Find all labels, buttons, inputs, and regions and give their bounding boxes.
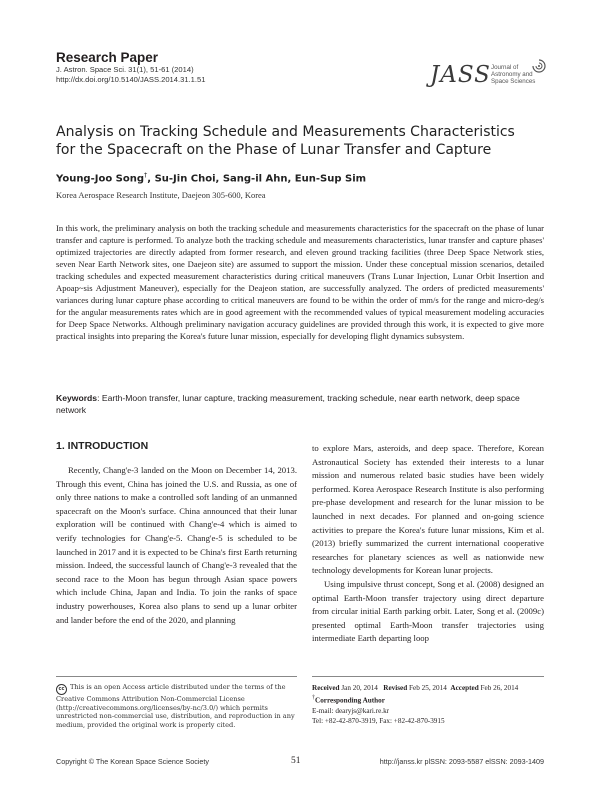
license-text: This is an open Access article distributed under the terms of the Creative Commons Attribution Non-Commercial License (http://creativecommons.org/licenses/by-nc/3.0/) which permits unrestricted non-commercial use, distribution, and reproduction in any medium, provided the original work is properly cited. — [56, 683, 295, 729]
paragraph: to explore Mars, asteroids, and deep space. Therefore, Korean Astronautical Society has extended their interests to a lunar mission and numerous related basic studies have been widely performed. Korea Aerospace Research Institute is also performing pre-phase development and research for the lunar mission to be launched in next decades. For planned and on-going science activities to prepare the Korea's future lunar missions, Kim et al. (2013) briefly summarized the current international cooperative researches for planetary sciences as well as nationwide new technology developments for Korean lunar projects. — [312, 443, 544, 576]
logo-sub-line: Journal of — [491, 64, 519, 71]
license-notice — [56, 683, 297, 729]
doi-link[interactable]: http://dx.doi.org/10.5140/JASS.2014.31.1.51 — [56, 75, 206, 84]
received-date: Jan 20, 2014 — [339, 684, 378, 692]
footnote-divider — [312, 676, 544, 677]
article-dates — [312, 683, 552, 726]
body-column-right — [312, 442, 544, 646]
journal-logo — [430, 60, 550, 100]
creative-commons-icon: cc — [56, 684, 67, 695]
received-label: Received — [312, 684, 340, 692]
author-email[interactable]: E-mail: dearyjs@kari.re.kr — [312, 706, 390, 715]
swirl-icon — [531, 58, 547, 74]
corresponding-author — [312, 693, 552, 706]
paper-title — [56, 123, 556, 159]
date-line — [312, 683, 552, 693]
footnote-divider — [56, 676, 297, 677]
author-name: Young-Joo Song — [56, 173, 145, 185]
issn-info: http://janss.kr plSSN: 2093-5587 elSSN: 2093-1409 — [379, 757, 544, 766]
keywords-text: : Earth-Moon transfer, lunar capture, tracking measurement, tracking schedule, near earth network, deep space network — [56, 393, 520, 415]
accepted-date: Feb 26, 2014 — [478, 684, 519, 692]
page-number: 51 — [291, 756, 301, 766]
title-line: Analysis on Tracking Schedule and Measurements Characteristics — [56, 124, 515, 140]
title-line: for the Spacecraft on the Phase of Lunar Transfer and Capture — [56, 142, 492, 158]
corresponding-mark: † — [144, 171, 148, 179]
body-column-left — [56, 464, 297, 627]
journal-logo-text: JASS — [430, 62, 491, 88]
paragraph: Using impulsive thrust concept, Song et al. (2008) designed an optimal Earth-Moon transfer trajectory using direct departure from circular initial Earth parking orbit. Later, Song et al. (2009c) presented optimal Earth-Moon transfer trajectories using intermediate Earth departing loop — [312, 578, 544, 644]
copyright: Copyright © The Korean Space Science Society — [56, 757, 209, 766]
revised-label: Revised — [383, 684, 408, 692]
logo-sub-line: Astronomy and — [491, 71, 533, 79]
paragraph: Recently, Chang'e-3 landed on the Moon on December 14, 2013. Through this event, China has joined the U.S. and Russia, as one of only three nations to make a controlled soft landing of an unmanned spacecraft on the Moon's surface. China announced that their lunar exploration will be continued with Chang'e-4 which is aimed to verify technologies for Chang'e-5. Chang'e-5 is scheduled to be launched in 2017 and it is expected to be China's first Earth returning mission. Indeed, the successful launch of Chang'e-3 revealed that the second race to the Moon has begun through Asian space powers which include China, Japan and India. To join the ranks of space industry powerhouses, Korea also plans to send up a lunar orbiter and lander before the end of the 2020, and planning — [56, 465, 297, 625]
accepted-label: Accepted — [450, 684, 479, 692]
paper-header — [56, 50, 356, 85]
affiliation: Korea Aerospace Research Institute, Daejeon 305-600, Korea — [56, 190, 266, 200]
logo-sub-line: Space Sciences — [491, 78, 536, 86]
author-phone: Tel: +82-42-870-3919, Fax: +82-42-870-3915 — [312, 717, 445, 725]
other-authors: , Su-Jin Choi, Sang-il Ahn, Eun-Sup Sim — [147, 173, 367, 185]
corresponding-label: Corresponding Author — [315, 696, 385, 705]
section-heading: 1. INTRODUCTION — [56, 440, 149, 452]
paper-type-label: Research Paper — [56, 50, 159, 65]
keywords-label: Keywords — [56, 393, 98, 403]
abstract: In this work, the preliminary analysis on both the tracking schedule and measurements characteristics for the spacecraft on the phase of lunar transfer and capture is performed. To analyze both the tracking schedule and measurements characteristics, lunar transfer and capture phases' optimized trajectories are directly adapted from former research, and eleven ground tracking facilities (three Deep Space Network sties, seven Near Earth Network sites, one Daejeon site) are assumed to support the mission. Under these conceptual mission scenarios, detailed tracking schedules and expected measurement characteristics during critical maneuvers (Trans Lunar Injection, Lunar Orbit Insertion and Apoap~sis Adjustment Maneuver), especially for the Deajeon station, are successfully analyzed. The orders of predicted measurements' variances during lunar capture phase according to critical maneuvers are found to be within the order of mm/s for the range and micro-deg/s for the angular measurements rates which are in good agreement with the recommended values of typical measurement modeling accuracies for Deep Space Networks. Although preliminary navigation accuracy guidelines are provided through this work, it is expected to give more practical insights into preparing the Korea's future lunar mission, especially for developing flight dynamics subsystem. — [56, 223, 544, 341]
author-list — [56, 171, 556, 184]
revised-date: Feb 25, 2014 — [407, 684, 447, 692]
journal-reference: J. Astron. Space Sci. 31(1), 51-61 (2014) — [56, 65, 194, 74]
keywords — [56, 392, 544, 416]
corresponding-mark: † — [312, 695, 315, 702]
